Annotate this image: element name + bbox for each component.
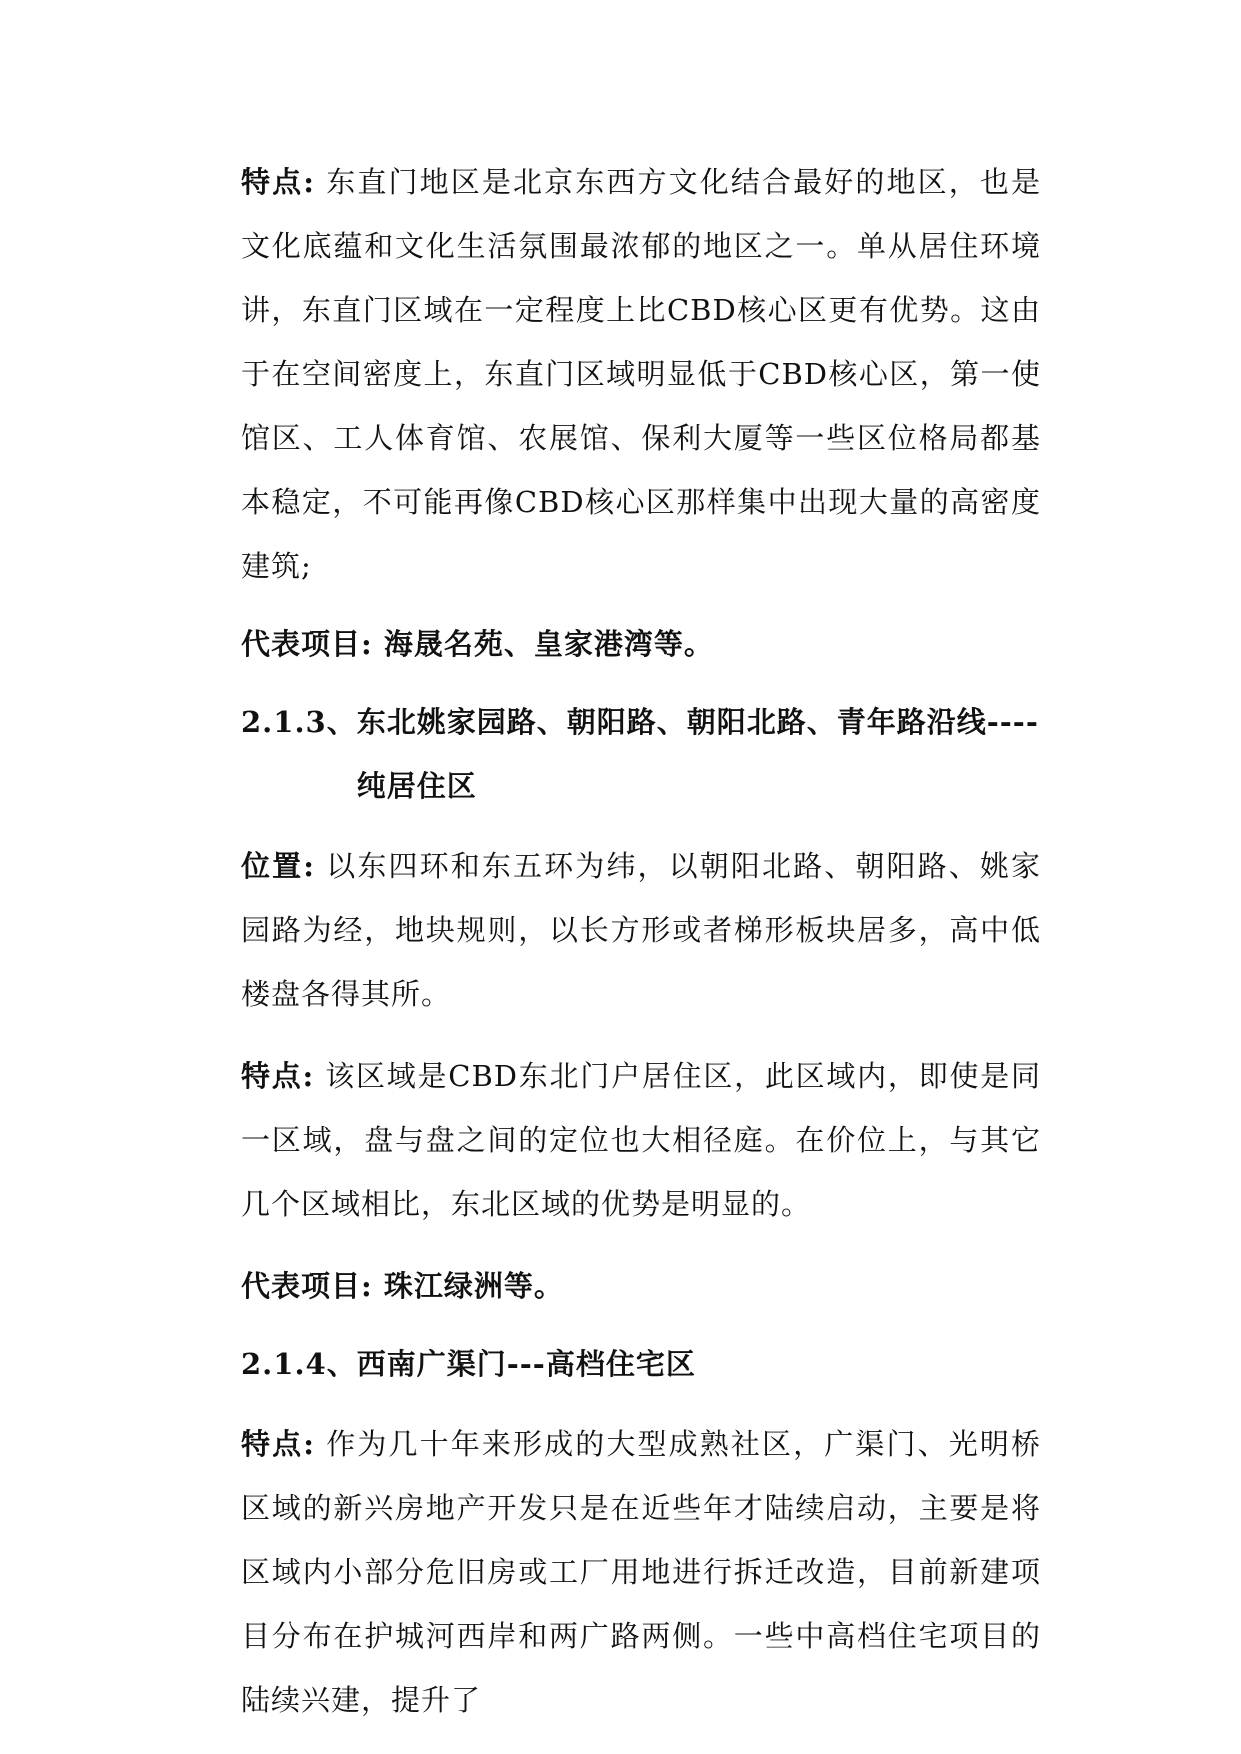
northeast-project-paragraph xyxy=(241,1254,1041,1318)
project-text: 海晟名苑、皇家港湾等。 xyxy=(383,627,714,661)
location-label: 位置: xyxy=(241,849,315,883)
section-title: 东北姚家园路、朝阳路、朝阳北路、青年路沿线----纯居住区 xyxy=(356,705,1039,803)
feature-text: 东直门地区是北京东西方文化结合最好的地区，也是文化底蕴和文化生活氛围最浓郁的地区之一。单从居住环境讲，东直门区域在一定程度上比CBD核心区更有优势。这由于在空间密度上，东直门区域明显低于CBD核心区，第一使馆区、工人体育馆、农展馆、保利大厦等一些区位格局都基本稳定，不可能再像CBD核心区那样集中出现大量的高密度建筑; xyxy=(241,165,1041,583)
southwest-feature-paragraph xyxy=(241,1412,1041,1732)
feature-label: 特点: xyxy=(241,1427,315,1461)
northeast-feature-paragraph xyxy=(241,1044,1041,1236)
section-title: 西南广渠门---高档住宅区 xyxy=(356,1347,696,1381)
dongzhimen-feature-paragraph xyxy=(241,150,1041,598)
section-number: 2.1.4、 xyxy=(241,1347,357,1381)
project-label: 代表项目: xyxy=(241,1269,373,1303)
section-heading-2-1-4 xyxy=(241,1332,1041,1396)
project-label: 代表项目: xyxy=(241,627,373,661)
feature-label: 特点: xyxy=(241,165,315,199)
northeast-location-paragraph xyxy=(241,834,1041,1026)
section-heading-2-1-3 xyxy=(241,690,1041,818)
document-page xyxy=(241,150,1041,1734)
dongzhimen-project-paragraph xyxy=(241,612,1041,676)
feature-text: 作为几十年来形成的大型成熟社区，广渠门、光明桥区域的新兴房地产开发只是在近些年才陆续启动，主要是将区域内小部分危旧房或工厂用地进行拆迁改造，目前新建项目分布在护城河西岸和两广路两侧。一些中高档住宅项目的陆续兴建，提升了 xyxy=(241,1427,1041,1717)
project-text: 珠江绿洲等。 xyxy=(383,1269,564,1303)
feature-text: 该区域是CBD东北门户居住区，此区域内，即使是同一区域，盘与盘之间的定位也大相径庭。在价位上，与其它几个区域相比，东北区域的优势是明显的。 xyxy=(241,1059,1041,1221)
feature-label: 特点: xyxy=(241,1059,315,1093)
location-text: 以东四环和东五环为纬，以朝阳北路、朝阳路、姚家园路为经，地块规则，以长方形或者梯形板块居多，高中低楼盘各得其所。 xyxy=(241,849,1041,1011)
section-number: 2.1.3、 xyxy=(241,705,357,739)
